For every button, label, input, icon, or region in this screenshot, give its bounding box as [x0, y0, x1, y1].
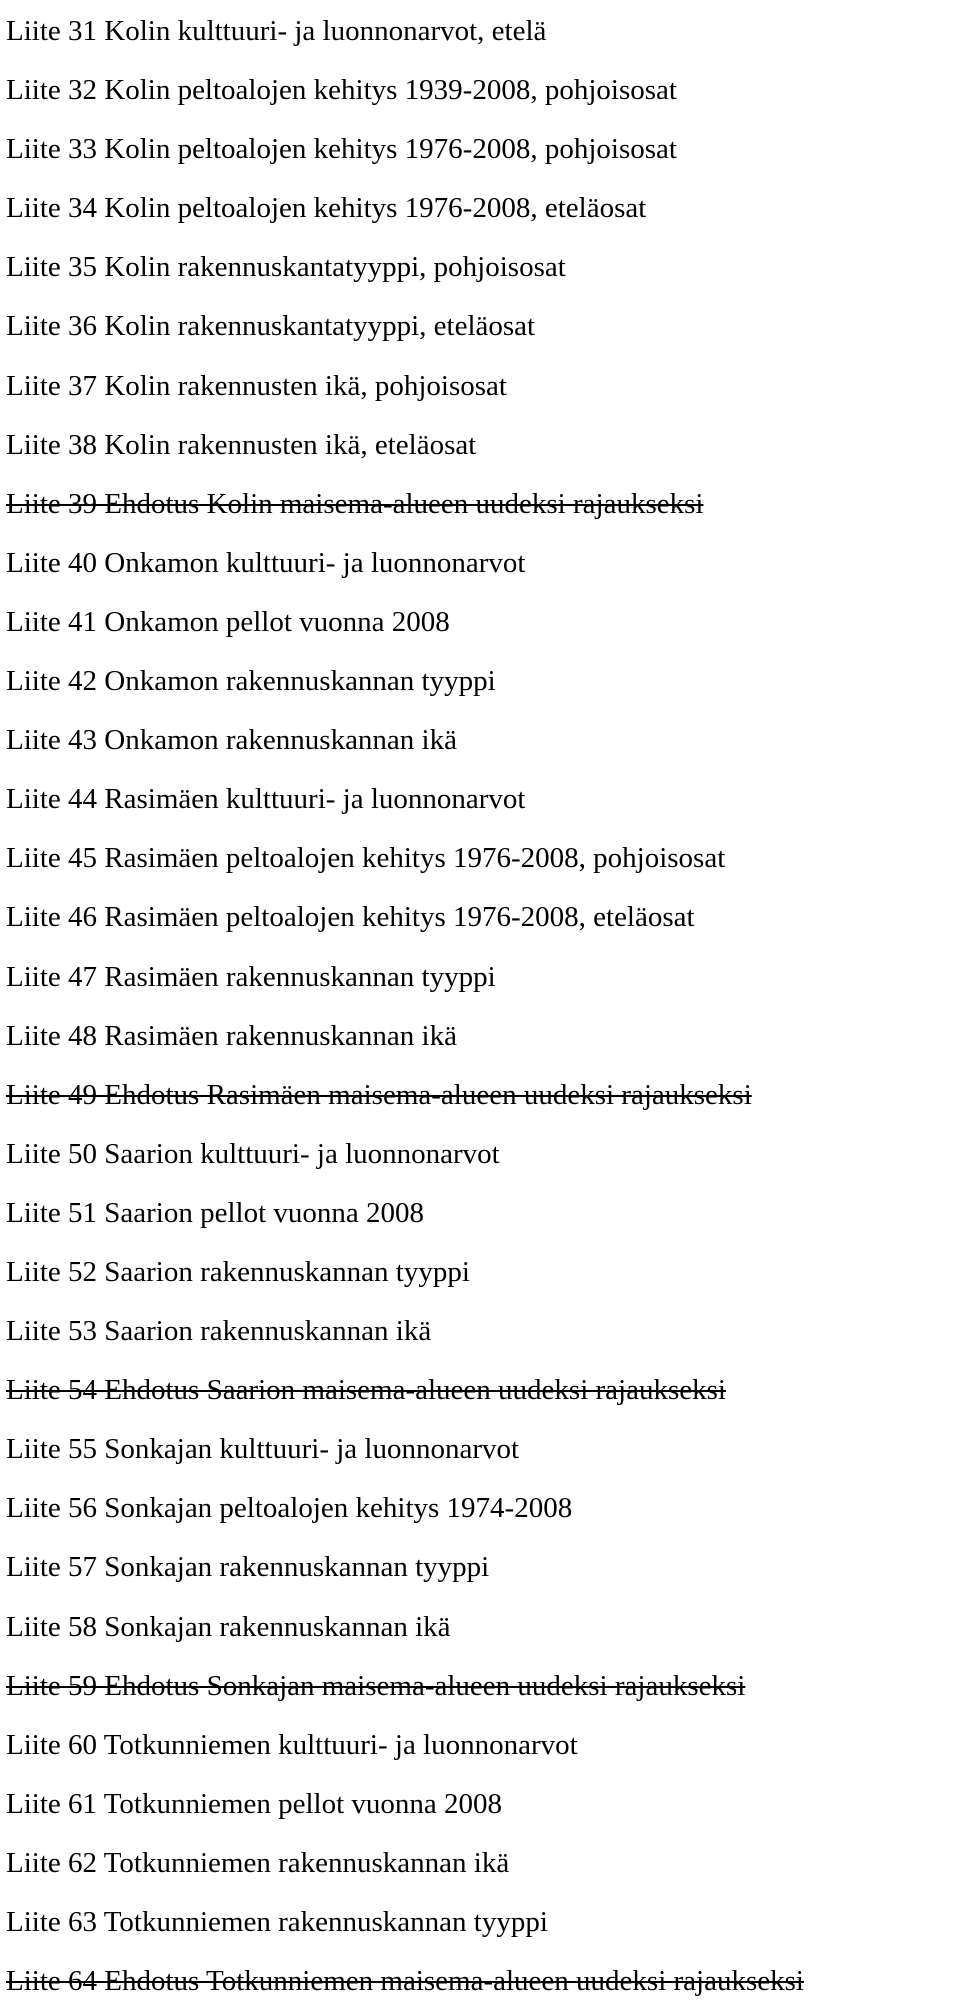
appendix-entry-37: Liite 37 Kolin rakennusten ikä, pohjoisosat: [6, 369, 507, 402]
appendix-entry-36: Liite 36 Kolin rakennuskantatyyppi, eteläosat: [6, 310, 536, 343]
appendix-entry-64: Liite 64 Ehdotus Totkunniemen maisema-alueen uudeksi rajaukseksi: [6, 1965, 804, 1998]
appendix-entry-51: Liite 51 Saarion pellot vuonna 2008: [6, 1196, 425, 1229]
appendix-entry-50: Liite 50 Saarion kulttuuri- ja luonnonarvot: [6, 1137, 500, 1170]
appendix-entry-61: Liite 61 Totkunniemen pellot vuonna 2008: [6, 1787, 503, 1820]
appendix-entry-45: Liite 45 Rasimäen peltoalojen kehitys 1976-2008, pohjoisosat: [6, 842, 726, 875]
appendix-entry-40: Liite 40 Onkamon kulttuuri- ja luonnonarvot: [6, 546, 526, 579]
appendix-entry-49: Liite 49 Ehdotus Rasimäen maisema-alueen uudeksi rajaukseksi: [6, 1078, 752, 1111]
appendix-entry-47: Liite 47 Rasimäen rakennuskannan tyyppi: [6, 960, 496, 993]
appendix-entry-63: Liite 63 Totkunniemen rakennuskannan tyyppi: [6, 1906, 548, 1938]
appendix-entry-42: Liite 42 Onkamon rakennuskannan tyyppi: [6, 665, 496, 698]
appendix-entry-55: Liite 55 Sonkajan kulttuuri- ja luonnonarvot: [6, 1433, 520, 1466]
appendix-entry-57: Liite 57 Sonkajan rakennuskannan tyyppi: [6, 1551, 490, 1584]
appendix-entry-58: Liite 58 Sonkajan rakennuskannan ikä: [6, 1610, 451, 1643]
appendix-entry-59: Liite 59 Ehdotus Sonkajan maisema-alueen uudeksi rajaukseksi: [6, 1669, 746, 1702]
appendix-entry-60: Liite 60 Totkunniemen kulttuuri- ja luonnonarvot: [6, 1728, 578, 1761]
appendix-entry-46: Liite 46 Rasimäen peltoalojen kehitys 1976-2008, eteläosat: [6, 901, 695, 934]
appendix-entry-35: Liite 35 Kolin rakennuskantatyyppi, pohjoisosat: [6, 251, 566, 284]
appendix-entry-34: Liite 34 Kolin peltoalojen kehitys 1976-2008, eteläosat: [6, 192, 647, 225]
appendix-entry-54: Liite 54 Ehdotus Saarion maisema-alueen uudeksi rajaukseksi: [6, 1374, 726, 1407]
appendix-entry-38: Liite 38 Kolin rakennusten ikä, eteläosat: [6, 428, 477, 461]
appendix-entry-53: Liite 53 Saarion rakennuskannan ikä: [6, 1315, 432, 1348]
appendix-entry-44: Liite 44 Rasimäen kulttuuri- ja luonnonarvot: [6, 783, 526, 816]
appendix-entry-33: Liite 33 Kolin peltoalojen kehitys 1976-2008, pohjoisosat: [6, 133, 677, 166]
appendix-entry-43: Liite 43 Onkamon rakennuskannan ikä: [6, 724, 457, 757]
appendix-entry-48: Liite 48 Rasimäen rakennuskannan ikä: [6, 1019, 457, 1052]
appendix-entry-62: Liite 62 Totkunniemen rakennuskannan ikä: [6, 1846, 510, 1879]
appendix-entry-32: Liite 32 Kolin peltoalojen kehitys 1939-2008, pohjoisosat: [6, 74, 677, 107]
appendix-entry-39: Liite 39 Ehdotus Kolin maisema-alueen uudeksi rajaukseksi: [6, 487, 704, 520]
appendix-entry-31: Liite 31 Kolin kulttuuri- ja luonnonarvot, etelä: [6, 15, 547, 47]
appendix-entry-41: Liite 41 Onkamon pellot vuonna 2008: [6, 605, 450, 638]
appendix-entry-52: Liite 52 Saarion rakennuskannan tyyppi: [6, 1255, 470, 1288]
appendix-entry-56: Liite 56 Sonkajan peltoalojen kehitys 1974-2008: [6, 1492, 573, 1525]
